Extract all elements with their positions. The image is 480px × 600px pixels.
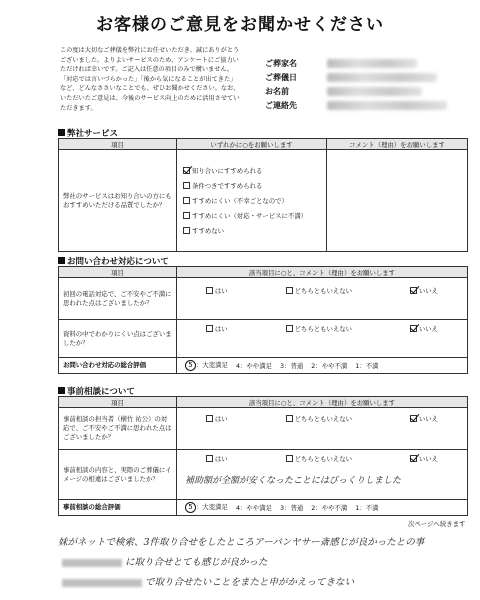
choice-yes[interactable] (206, 454, 228, 463)
name-redacted (327, 87, 422, 96)
inquiry-q1: 初回の電話対応で、ご不安やご不満に思われた点はございましたか？ (59, 278, 177, 320)
checkbox[interactable] (286, 455, 293, 462)
checkbox[interactable] (286, 325, 293, 332)
choice-label: どちらともいえない (294, 415, 353, 423)
section-square-icon (58, 129, 65, 136)
intro-text: この度は大切なご葬儀を弊社にお任せいただき、誠にありがとうございました。よりよいサービスのため、アンケートにご協力いただければ幸いです。ご記入は任意の項目のみで構いません。「対応では言いづらかった」「後から気になることが出てきた」など、どんなささいなことでも、ぜひお聞かせください。なお、いただいたご意見は、今後のサービス向上のために活用させていただきます。 (60, 47, 240, 112)
checkbox[interactable] (410, 287, 417, 294)
rating-option[interactable]: 3：普通 (279, 362, 304, 370)
handwritten-line-3: で取り合せたいことをまたと申がかえってきない (62, 574, 354, 588)
consult-rating (177, 502, 467, 513)
name-label: お名前 (265, 87, 289, 96)
choice-label: いいえ (418, 325, 439, 333)
checkbox[interactable] (183, 182, 190, 189)
choice-neutral[interactable] (286, 414, 353, 423)
choice-label: どちらともいえない (294, 325, 353, 333)
funeral-date-label: ご葬儀日 (265, 73, 297, 82)
handwritten-line-1: 妹がネットで検索、3件取り合せをしたところアーバンヤサー斎感じが良かったとの事 (58, 537, 425, 548)
choice-label: いいえ (418, 455, 439, 463)
consult-q1-options (177, 408, 468, 450)
col-item: 項目 (59, 139, 177, 150)
checkbox[interactable] (410, 415, 417, 422)
choice-no[interactable] (410, 286, 438, 295)
service-option[interactable] (183, 226, 326, 235)
inquiry-table (58, 266, 468, 374)
option-label: 条件つきですすめられる (192, 182, 263, 190)
choice-neutral[interactable] (286, 454, 353, 463)
rating-option[interactable]: 3：普通 (279, 504, 304, 512)
consult-q2-options (177, 450, 468, 500)
col-choice: 該当項目に○と、コメント（理由）をお願いします (177, 267, 468, 278)
choice-label: はい (214, 287, 228, 295)
option-label: すすめない (192, 227, 225, 235)
choice-label: はい (214, 325, 228, 333)
option-label: すすめにくい（不幸ごとなので） (192, 197, 288, 205)
col-choice: いずれかに○をお願いします (177, 139, 327, 150)
redacted-name (62, 579, 142, 587)
rating-option[interactable]: 4：やや満足 (235, 362, 272, 370)
service-comment-cell[interactable] (327, 150, 468, 252)
checkbox[interactable] (410, 455, 417, 462)
inquiry-q2-options (177, 320, 468, 358)
section-service-title: 弊社サービス (58, 127, 118, 139)
name-row (265, 86, 465, 97)
service-options (177, 150, 327, 252)
choice-yes[interactable] (206, 286, 228, 295)
service-option[interactable] (183, 181, 326, 190)
choice-neutral[interactable] (286, 286, 353, 295)
rating-option[interactable]: 4：やや満足 (235, 504, 272, 512)
checkbox[interactable] (183, 227, 190, 234)
section-inquiry-title: お問い合わせ対応について (58, 255, 169, 267)
contact-redacted (327, 101, 447, 110)
rating-option[interactable]: 5 ：大変満足 (185, 502, 228, 513)
option-label: すすめにくい（対応・サービスに不満） (192, 212, 308, 220)
checkbox[interactable] (206, 325, 213, 332)
selected-circle-icon: 5 (185, 360, 196, 371)
checkbox[interactable] (183, 167, 190, 174)
section-consult-title: 事前相談について (58, 385, 135, 397)
inquiry-overall-label: お問い合わせ対応の総合評価 (59, 358, 177, 374)
option-label: 知り合いにすすめられる (192, 167, 263, 175)
choice-label: いいえ (418, 287, 439, 295)
consult-comment: 補助額が全額が安くなったことにはびっくりしました (185, 476, 402, 486)
deceased-name-row (265, 58, 465, 69)
contact-row (265, 100, 465, 111)
checkbox[interactable] (183, 197, 190, 204)
col-choice: 該当項目に○と、コメント（理由）をお願いします (177, 397, 468, 408)
service-table (58, 138, 468, 252)
service-option[interactable] (183, 211, 326, 220)
service-option[interactable] (183, 166, 326, 175)
checkbox[interactable] (206, 287, 213, 294)
checkbox[interactable] (206, 415, 213, 422)
service-option[interactable] (183, 196, 326, 205)
checkbox[interactable] (286, 415, 293, 422)
choice-label: いいえ (418, 415, 439, 423)
checkbox[interactable] (206, 455, 213, 462)
choice-neutral[interactable] (286, 324, 353, 333)
consult-q1: 事前相談の担当者（横竹 祐公）の対応で、ご不安やご不満に思われた点はございましたか？ (59, 408, 177, 450)
funeral-date-row (265, 72, 465, 83)
next-page-note: 次ページへ続きます (408, 520, 466, 528)
col-comment: コメント（理由）をお願いします (327, 139, 468, 150)
choice-label: はい (214, 455, 228, 463)
checkbox[interactable] (410, 325, 417, 332)
choice-label: どちらともいえない (294, 287, 353, 295)
checkbox[interactable] (183, 212, 190, 219)
inquiry-q2: 資料の中でわかりにくい点はございましたか？ (59, 320, 177, 358)
funeral-date-redacted (327, 73, 437, 82)
rating-option[interactable]: 2：やや不満 (311, 504, 348, 512)
inquiry-rating (177, 360, 467, 371)
section-square-icon (58, 257, 65, 264)
contact-label: ご連絡先 (265, 101, 297, 110)
rating-option[interactable]: 1：不満 (355, 504, 379, 512)
rating-option[interactable]: 2：やや不満 (311, 362, 348, 370)
choice-yes[interactable] (206, 324, 228, 333)
inquiry-q1-options (177, 278, 468, 320)
rating-option[interactable]: 5 ：大変満足 (185, 360, 228, 371)
choice-label: はい (214, 415, 228, 423)
rating-option[interactable]: 1：不満 (355, 362, 379, 370)
checkbox[interactable] (286, 287, 293, 294)
choice-label: どちらともいえない (294, 455, 353, 463)
consult-overall-label: 事前相談の総合評価 (59, 500, 177, 516)
consult-table (58, 396, 468, 516)
section-square-icon (58, 387, 65, 394)
choice-no[interactable] (410, 454, 438, 463)
page-title: お客様のご意見をお聞かせください (96, 15, 384, 35)
col-item: 項目 (59, 267, 177, 278)
deceased-name-redacted (327, 59, 417, 68)
selected-circle-icon: 5 (185, 502, 196, 513)
choice-no[interactable] (410, 324, 438, 333)
col-item: 項目 (59, 397, 177, 408)
redacted-name (62, 559, 122, 567)
deceased-name-label: ご葬家名 (265, 59, 297, 68)
service-question: 弊社のサービスはお知り合いの方にもおすすめいただける品質でしたか？ (59, 150, 177, 252)
choice-no[interactable] (410, 414, 438, 423)
consult-q2: 事前相談の内容と、実際のご葬儀にイメージの相違はございましたか？ (59, 450, 177, 500)
choice-yes[interactable] (206, 414, 228, 423)
handwritten-line-2: に取り合せとても感じが良かった (62, 554, 268, 568)
